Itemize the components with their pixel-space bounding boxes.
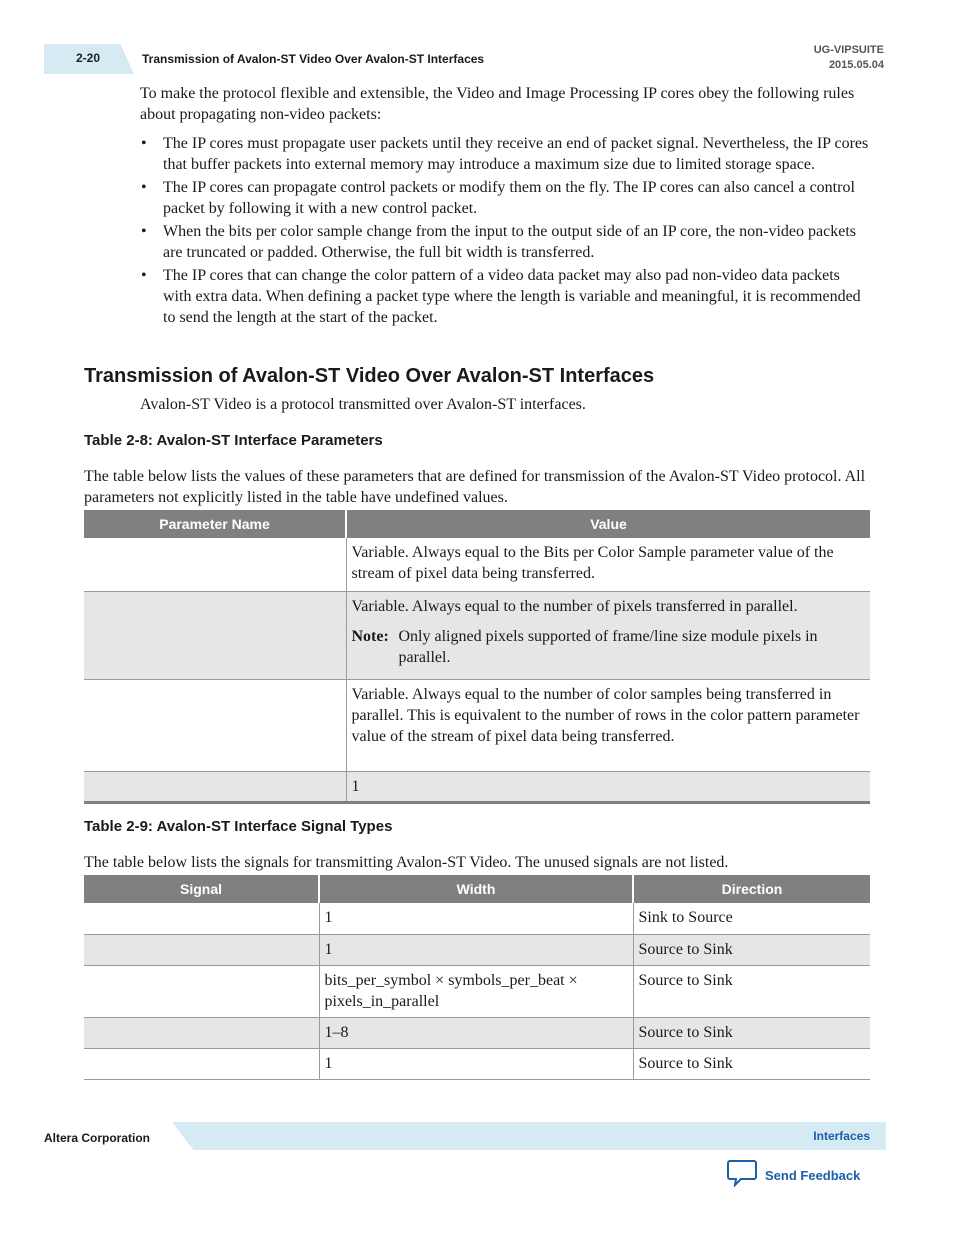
parameter-value: Variable. Always equal to the number of color samples being transferred in parallel. This is equivalent to the number of rows in the color pattern parameter value of the stream of pixel data being transferred. <box>346 679 870 771</box>
section-heading: Transmission of Avalon-ST Video Over Avalon-ST Interfaces <box>84 365 655 387</box>
parameter-name <box>84 538 346 591</box>
footer-band <box>172 1122 886 1150</box>
signal-width: 1 <box>319 1048 633 1079</box>
signal-name <box>84 1017 319 1048</box>
table-row <box>84 538 870 591</box>
list-item: • The IP cores must propagate user packets until they receive an end of packet signal. Nevertheless, the IP cores that buffer packets into external memory may introduce a maximum size due to limited storage space. <box>140 133 870 175</box>
intro-paragraph: To make the protocol flexible and extensible, the Video and Image Processing IP cores obey the following rules about propagating non-video packets: <box>140 85 855 123</box>
parameters-table <box>84 510 870 803</box>
doc-date: 2015.05.04 <box>828 59 884 71</box>
section-intro: Avalon-ST Video is a protocol transmitted over Avalon-ST interfaces. <box>140 396 586 413</box>
signal-direction: Source to Sink <box>633 965 870 1017</box>
column-header: Direction <box>633 875 870 903</box>
table-row <box>84 771 870 802</box>
signal-direction: Source to Sink <box>633 934 870 965</box>
table-row <box>84 1017 870 1048</box>
note <box>352 626 866 668</box>
doc-info <box>814 43 884 73</box>
signal-direction: Sink to Source <box>633 903 870 934</box>
signals-table <box>84 875 870 1080</box>
list-item: • When the bits per color sample change from the input to the output side of an IP core, the non-video packets are truncated or padded. Otherwise, the full bit width is transferred. <box>140 221 870 263</box>
parameter-name <box>84 771 346 802</box>
parameter-value: 1 <box>346 771 870 802</box>
parameter-name <box>84 591 346 679</box>
rules-list <box>140 133 870 330</box>
signal-name <box>84 1048 319 1079</box>
send-feedback-label: Send Feedback <box>765 1168 861 1183</box>
column-header: Width <box>319 875 633 903</box>
table2-caption: Table 2-9: Avalon-ST Interface Signal Types <box>84 818 393 835</box>
signal-width: 1 <box>319 903 633 934</box>
signal-width: bits_per_symbol × symbols_per_beat × pixels_in_parallel <box>319 965 633 1017</box>
list-item: • The IP cores can propagate control packets or modify them on the fly. The IP cores can also cancel a control packet by following it with a new control packet. <box>140 177 870 219</box>
parameter-value-cell <box>346 591 870 679</box>
signal-name <box>84 965 319 1017</box>
parameter-value: Variable. Always equal to the number of pixels transferred in parallel. <box>351 597 798 615</box>
table1-caption: Table 2-8: Avalon-ST Interface Parameters <box>84 432 383 449</box>
list-item: • The IP cores that can change the color pattern of a video data packet may also pad non-video data packets with extra data. When defining a packet type where the length is variable and meaningful, it is recommended to send the length at the start of the packet. <box>140 265 870 328</box>
column-header: Parameter Name <box>84 510 346 538</box>
signal-name <box>84 934 319 965</box>
table-row <box>84 965 870 1017</box>
table1-description: The table below lists the values of these parameters that are defined for transmission of the Avalon-ST Video protocol. All parameters not explicitly listed in the table have undefined values. <box>84 468 866 506</box>
signal-width: 1–8 <box>319 1017 633 1048</box>
column-header: Signal <box>84 875 319 903</box>
table2-description: The table below lists the signals for transmitting Avalon-ST Video. The unused signals are not listed. <box>84 854 729 871</box>
column-header: Value <box>346 510 870 538</box>
signal-width: 1 <box>319 934 633 965</box>
chapter-link[interactable]: Interfaces <box>813 1129 870 1143</box>
note-label: Note: <box>351 627 389 645</box>
signal-name <box>84 903 319 934</box>
parameter-name <box>84 679 346 771</box>
table-row <box>84 934 870 965</box>
signal-direction: Source to Sink <box>633 1048 870 1079</box>
page-number: 2-20 <box>76 51 101 65</box>
signal-direction: Source to Sink <box>633 1017 870 1048</box>
running-header-title: Transmission of Avalon-ST Video Over Avalon-ST Interfaces <box>142 52 485 66</box>
table-row <box>84 679 870 771</box>
send-feedback-button[interactable] <box>727 1159 860 1192</box>
table-row <box>84 1048 870 1079</box>
doc-id: UG-VIPSUITE <box>813 44 884 56</box>
note-text: Only aligned pixels supported of frame/line size module pixels in parallel. <box>398 627 818 666</box>
table-row <box>84 903 870 934</box>
table-bottom-rule <box>84 801 870 804</box>
footer-company: Altera Corporation <box>44 1131 151 1145</box>
speech-bubble-icon <box>727 1159 757 1192</box>
parameter-value: Variable. Always equal to the Bits per Color Sample parameter value of the stream of pixel data being transferred. <box>346 538 870 591</box>
table-row <box>84 591 870 679</box>
